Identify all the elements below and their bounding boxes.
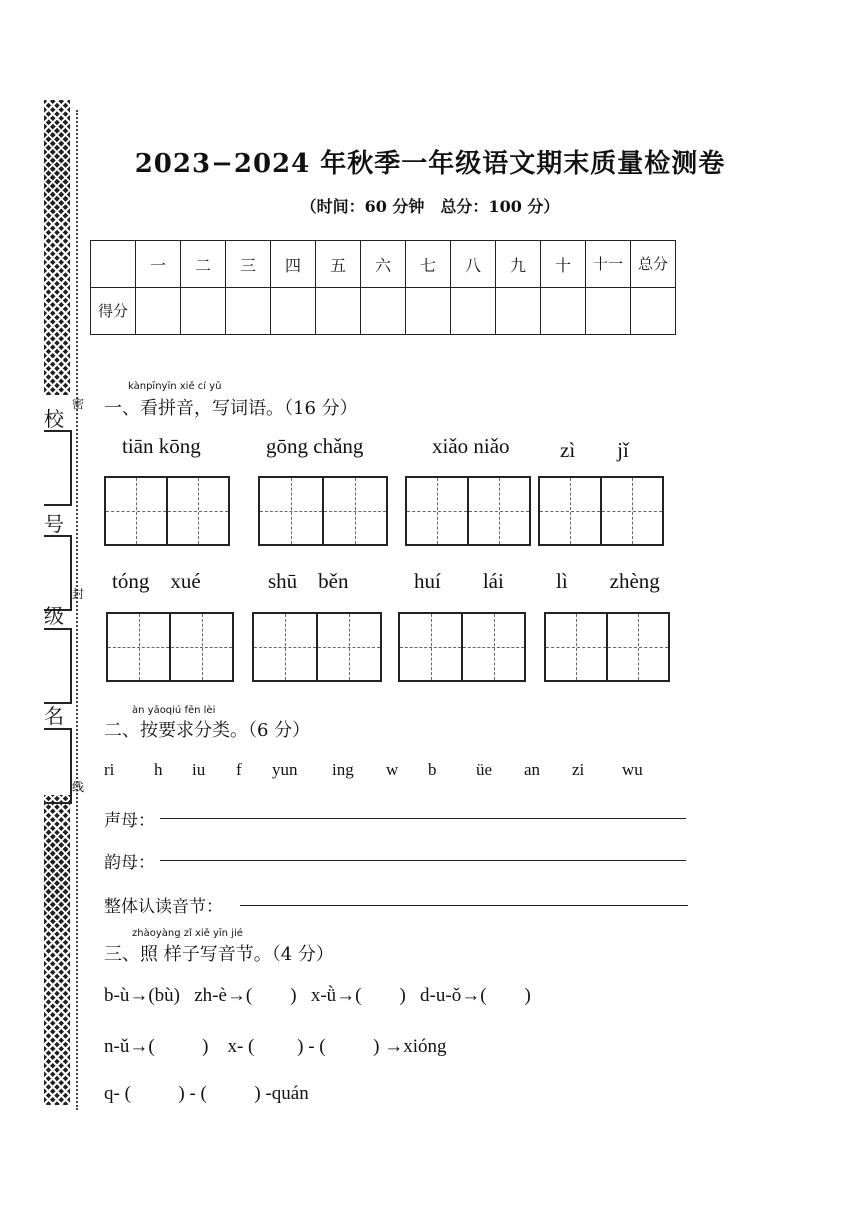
score-table-score-row: [91, 288, 676, 335]
side-label-number: 号: [44, 512, 64, 536]
syllable-exercise-line[interactable]: b-ù→(bù) zh-è→( ) x-ǜ→( ) d-u-ǒ→( ): [104, 985, 531, 1006]
side-label-school: 校: [44, 407, 64, 431]
whole-syllables-answer-line[interactable]: [240, 905, 688, 906]
section2-pinyin: àn yāoqiú fēn lèi: [132, 705, 216, 716]
seal-char-feng: 封: [72, 587, 85, 601]
writing-grid[interactable]: [252, 612, 382, 682]
writing-grid[interactable]: [544, 612, 670, 682]
initials-answer-line[interactable]: [160, 818, 686, 819]
score-input-cell[interactable]: [496, 288, 541, 335]
syllable-exercise-line[interactable]: n-ǔ→( ) x- ( ) - ( ) →xióng: [104, 1036, 447, 1057]
pinyin-letter: ri: [104, 760, 115, 779]
finals-label: 韵母：: [104, 853, 155, 873]
score-header-cell: 六: [361, 241, 406, 288]
score-input-cell[interactable]: [586, 288, 631, 335]
score-input-cell[interactable]: [226, 288, 271, 335]
side-label-class: 级: [44, 604, 64, 628]
score-header-cell: 五: [316, 241, 361, 288]
writing-grid[interactable]: [405, 476, 531, 546]
pinyin-letter: an: [524, 760, 541, 779]
word-pinyin: tiān kōng: [122, 434, 201, 458]
section3-pinyin: zhàoyàng zǐ xiě yīn jié: [132, 928, 243, 939]
seal-char-xian: 线: [72, 780, 85, 794]
page-subtitle: （时间：60 分钟 总分：100 分）: [300, 197, 560, 216]
score-header-cell: 二: [181, 241, 226, 288]
page-title: 2023−2024 年秋季一年级语文期末质量检测卷: [134, 149, 726, 179]
word-pinyin: tóng xué: [112, 569, 201, 593]
syllable-exercise-line[interactable]: q- ( ) - ( ) -quán: [104, 1083, 309, 1104]
writing-grid[interactable]: [258, 476, 388, 546]
pinyin-letter: h: [154, 760, 163, 779]
pinyin-letter: b: [428, 760, 437, 779]
word-pinyin: xiǎo niǎo: [432, 434, 510, 458]
side-label-name: 名: [44, 704, 64, 728]
score-input-cell[interactable]: [361, 288, 406, 335]
pinyin-letter: ing: [332, 760, 354, 779]
pinyin-letter: w: [386, 760, 399, 779]
score-header-cell: 十: [541, 241, 586, 288]
word-pinyin: zì jǐ: [560, 438, 629, 462]
pinyin-letter: üe: [476, 760, 493, 779]
score-header-cell: 九: [496, 241, 541, 288]
score-header-cell: 一: [136, 241, 181, 288]
writing-grid[interactable]: [106, 612, 234, 682]
word-pinyin: huí lái: [414, 569, 504, 593]
side-box-name: [44, 728, 72, 804]
initials-label: 声母：: [104, 811, 155, 831]
score-header-cell: 三: [226, 241, 271, 288]
pinyin-letter: iu: [192, 760, 206, 779]
score-input-cell[interactable]: [631, 288, 676, 335]
pinyin-letter: yun: [272, 760, 298, 779]
score-header-cell: 总分: [631, 241, 676, 288]
score-input-cell[interactable]: [181, 288, 226, 335]
side-box-class: [44, 628, 72, 704]
score-header-cell: 七: [406, 241, 451, 288]
score-input-cell[interactable]: [451, 288, 496, 335]
pinyin-letter: zi: [572, 760, 585, 779]
binding-dotted-line: [76, 110, 78, 1110]
pinyin-letter: wu: [622, 760, 643, 779]
side-box-school: [44, 430, 72, 506]
score-input-cell[interactable]: [541, 288, 586, 335]
score-input-cell[interactable]: [271, 288, 316, 335]
score-table: [90, 240, 676, 335]
word-pinyin: gōng chǎng: [266, 434, 364, 458]
finals-answer-line[interactable]: [160, 860, 686, 861]
word-pinyin: shū běn: [268, 569, 349, 593]
pinyin-letter: f: [236, 760, 242, 779]
seal-char-mi: 密: [72, 397, 85, 411]
score-header-cell: [91, 241, 136, 288]
whole-syllables-label: 整体认读音节：: [104, 897, 223, 917]
section1-title: 一、看拼音，写词语。（16 分）: [104, 398, 358, 419]
score-header-cell: 十一: [586, 241, 631, 288]
score-input-cell[interactable]: [316, 288, 361, 335]
score-header-cell: 八: [451, 241, 496, 288]
score-table-header-row: [91, 241, 676, 288]
score-input-cell[interactable]: [406, 288, 451, 335]
section3-title: 三、照 样子写音节。（4 分）: [104, 944, 334, 965]
writing-grid[interactable]: [538, 476, 664, 546]
writing-grid[interactable]: [398, 612, 526, 682]
score-input-cell[interactable]: [136, 288, 181, 335]
binding-pattern-bottom: [44, 795, 70, 1105]
section2-title: 二、按要求分类。（6 分）: [104, 720, 311, 741]
writing-grid[interactable]: [104, 476, 230, 546]
word-pinyin: lì zhèng: [556, 569, 660, 593]
score-header-cell: 四: [271, 241, 316, 288]
section1-pinyin: kànpīnyīn xiě cí yǔ: [128, 381, 222, 392]
score-row-label: 得分: [91, 288, 136, 335]
